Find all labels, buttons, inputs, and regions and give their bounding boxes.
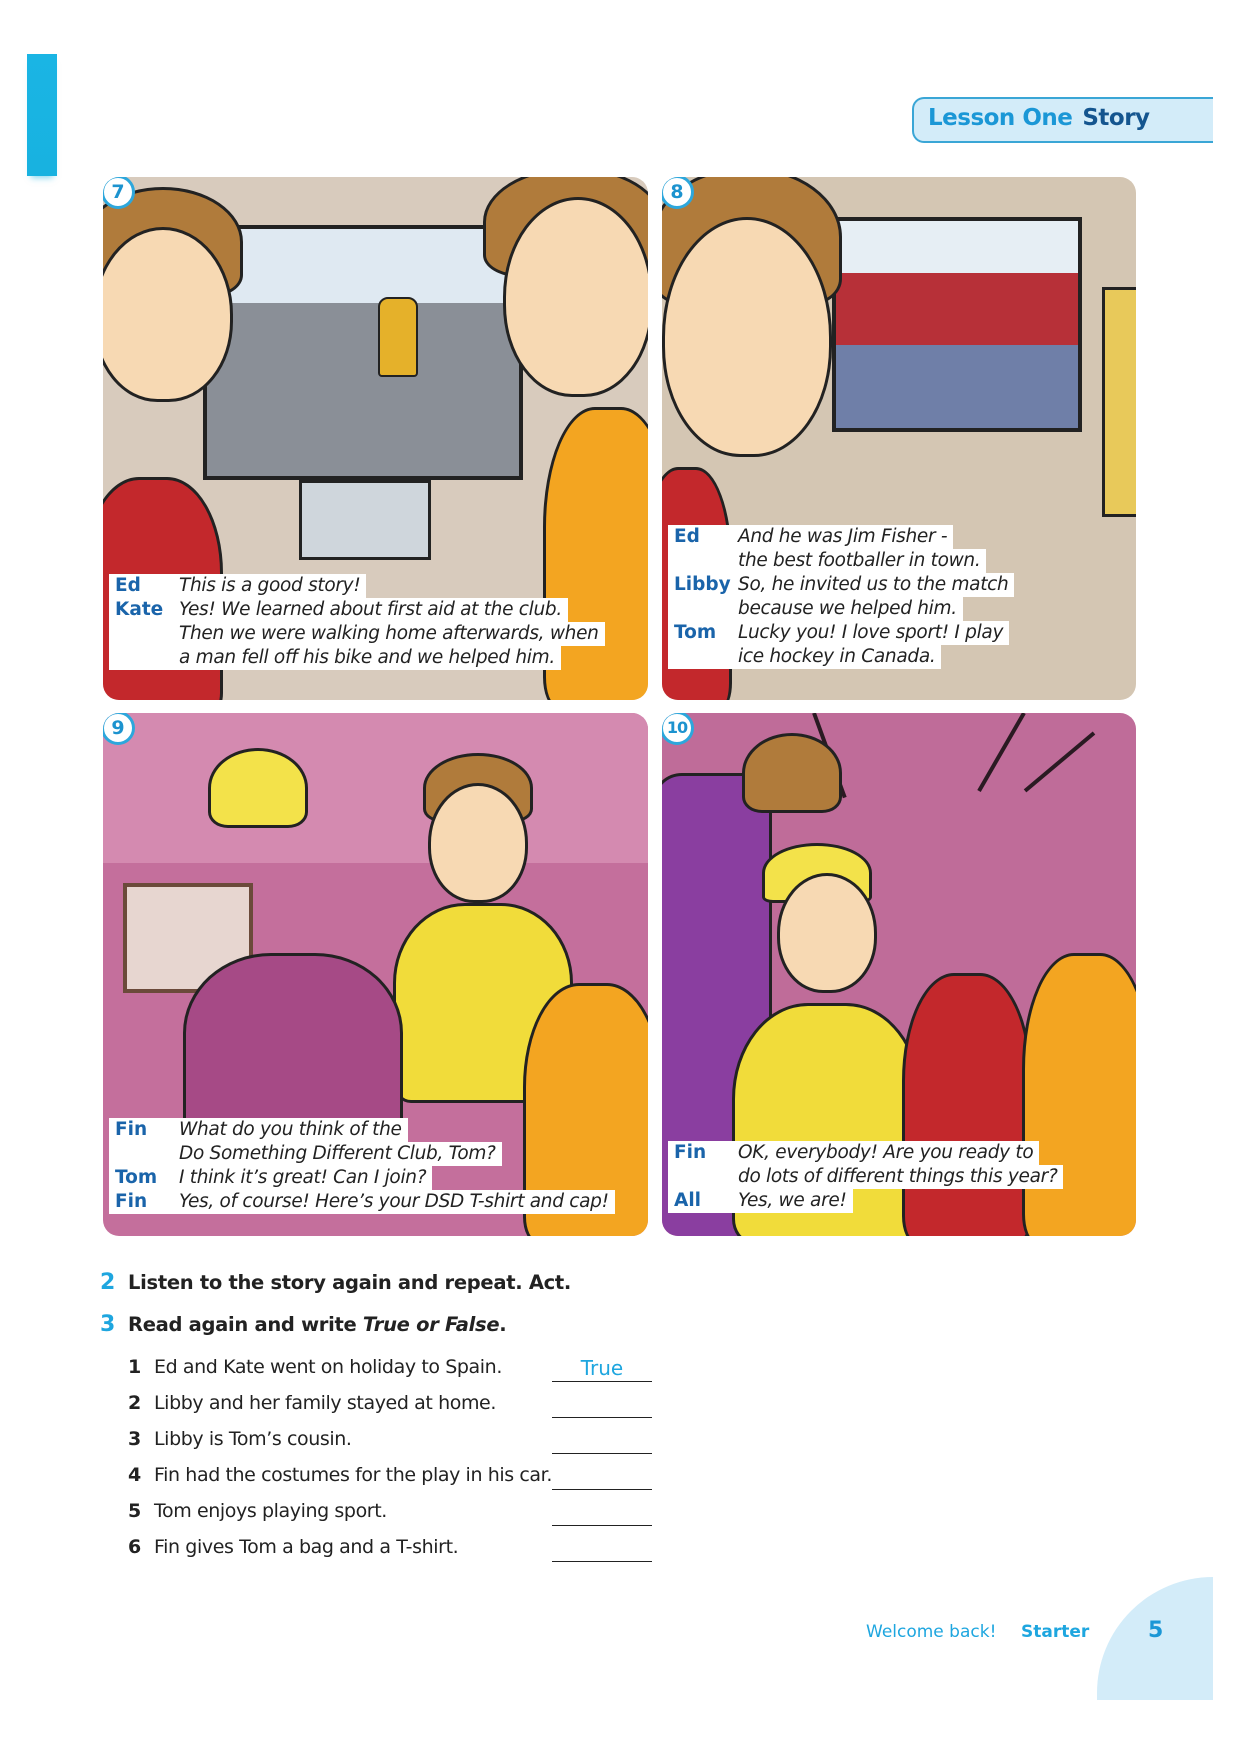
dialogue-text: Yes! We learned about first aid at the club. [179, 598, 568, 622]
exercise-instruction: Listen to the story again and repeat. Act. [128, 1271, 572, 1294]
speaker-name: Ed [109, 574, 179, 598]
dialogue-text: I think it’s great! Can I join? [179, 1166, 432, 1190]
footer-unit-label: Starter [1021, 1622, 1090, 1642]
true-false-item [128, 1392, 648, 1422]
answer-blank[interactable]: True [552, 1356, 652, 1382]
item-statement: Libby and her family stayed at home. [154, 1392, 496, 1414]
dialogue-text: What do you think of the [179, 1118, 408, 1142]
dialogue-line [109, 646, 605, 670]
panel-number-badge: 8 [662, 177, 694, 209]
dialogue-line [668, 573, 1014, 597]
dialogue-text: the best footballer in town. [738, 549, 986, 573]
panel-number-badge: 9 [103, 713, 135, 745]
answer-blank[interactable] [552, 1392, 652, 1418]
ed-face-illustration [103, 227, 233, 402]
item-statement: Fin had the costumes for the play in his car. [154, 1464, 552, 1486]
speaker-name: Fin [668, 1141, 738, 1165]
dialogue-text: because we helped him. [738, 597, 963, 621]
speaker-name [668, 1165, 738, 1189]
answer-blank[interactable] [552, 1464, 652, 1490]
speaker-name: Kate [109, 598, 179, 622]
fans-photo-illustration [832, 217, 1082, 432]
dialogue-text: do lots of different things this year? [738, 1165, 1063, 1189]
dialogue-line [109, 574, 605, 598]
dialogue-line [668, 1189, 1063, 1213]
item-number: 6 [128, 1536, 142, 1558]
dialogue-line [668, 1141, 1063, 1165]
instruction-emphasis: True or False [362, 1313, 500, 1336]
speaker-name: Fin [109, 1190, 179, 1214]
dialogue-line [668, 645, 1014, 669]
dialogue-line [668, 525, 1014, 549]
speaker-name: Tom [668, 621, 738, 645]
dialogue-text: Lucky you! I love sport! I play [738, 621, 1009, 645]
dialogue-text: Do Something Different Club, Tom? [179, 1142, 502, 1166]
dialogue-line [109, 1190, 615, 1214]
true-false-item [128, 1428, 648, 1458]
dialogue-text: ice hockey in Canada. [738, 645, 941, 669]
stadium-photo-illustration [203, 225, 523, 480]
kid-hair-illustration [742, 733, 842, 813]
comic-panel-7 [103, 177, 648, 700]
answer-blank[interactable] [552, 1428, 652, 1454]
boy-face-illustration [777, 873, 877, 993]
speaker-name [668, 645, 738, 669]
dialogue-text: This is a good story! [179, 574, 366, 598]
dialogue-text: Yes, of course! Here’s your DSD T-shirt and cap! [179, 1190, 615, 1214]
trophy-illustration [378, 297, 418, 377]
speaker-name: Libby [668, 573, 738, 597]
item-statement: Libby is Tom’s cousin. [154, 1428, 352, 1450]
fin-face-illustration [428, 783, 528, 903]
dialogue-text: a man fell off his bike and we helped him. [179, 646, 561, 670]
motion-line-illustration [977, 713, 1025, 792]
dialogue-line [668, 621, 1014, 645]
section-label: Story [1082, 105, 1150, 131]
ed-face-illustration [662, 217, 832, 457]
section-color-bar [27, 54, 57, 176]
dialogue-text: Yes, we are! [738, 1189, 853, 1213]
exercise-2 [100, 1270, 571, 1295]
item-number: 5 [128, 1500, 142, 1522]
speaker-name [668, 549, 738, 573]
page-number: 5 [1148, 1618, 1164, 1643]
kate-face-illustration [503, 197, 648, 397]
speaker-name [668, 597, 738, 621]
panel-7-dialogue [109, 574, 605, 670]
speaker-name: Fin [109, 1118, 179, 1142]
item-number: 1 [128, 1356, 142, 1378]
item-number: 2 [128, 1392, 142, 1414]
speaker-name: All [668, 1189, 738, 1213]
ceiling-illustration [103, 713, 648, 863]
exercise-number: 2 [100, 1270, 116, 1295]
dialogue-text: And he was Jim Fisher - [738, 525, 953, 549]
true-false-item [128, 1500, 648, 1530]
item-statement: Ed and Kate went on holiday to Spain. [154, 1356, 502, 1378]
panel-number-badge: 7 [103, 177, 135, 209]
dialogue-line [109, 1142, 615, 1166]
dialogue-text: OK, everybody! Are you ready to [738, 1141, 1039, 1165]
dialogue-line [668, 1165, 1063, 1189]
dialogue-text: So, he invited us to the match [738, 573, 1014, 597]
true-false-item [128, 1356, 648, 1386]
true-false-item [128, 1464, 648, 1494]
dialogue-line [109, 1166, 615, 1190]
poster-illustration [1102, 287, 1136, 517]
small-photo-illustration [299, 480, 431, 560]
exercise-instruction [128, 1313, 506, 1336]
speaker-name: Ed [668, 525, 738, 549]
panel-9-dialogue [109, 1118, 615, 1214]
item-number: 3 [128, 1428, 142, 1450]
dialogue-line [668, 549, 1014, 573]
dialogue-line [668, 597, 1014, 621]
answer-blank[interactable] [552, 1500, 652, 1526]
panel-8-dialogue [668, 525, 1014, 669]
comic-panel-10 [662, 713, 1136, 1236]
speaker-name [109, 622, 179, 646]
true-false-item [128, 1536, 648, 1566]
motion-line-illustration [1024, 731, 1096, 792]
comic-panel-8 [662, 177, 1136, 700]
dialogue-line [109, 598, 605, 622]
exercise-3 [100, 1312, 506, 1337]
item-statement: Tom enjoys playing sport. [154, 1500, 387, 1522]
lesson-label: Lesson One [928, 105, 1073, 131]
speaker-name [109, 646, 179, 670]
speaker-name [109, 1142, 179, 1166]
cap-illustration [208, 748, 308, 828]
instruction-text: Read again and write [128, 1313, 363, 1336]
item-statement: Fin gives Tom a bag and a T-shirt. [154, 1536, 459, 1558]
instruction-suffix: . [499, 1313, 507, 1336]
lesson-header-tab [912, 97, 1213, 143]
footer-unit-title: Welcome back! [866, 1622, 997, 1642]
dialogue-line [109, 1118, 615, 1142]
comic-panel-9 [103, 713, 648, 1236]
exercise-number: 3 [100, 1312, 116, 1337]
speaker-name: Tom [109, 1166, 179, 1190]
dialogue-text: Then we were walking home afterwards, when [179, 622, 605, 646]
panel-number-badge: 10 [662, 713, 694, 745]
answer-blank[interactable] [552, 1536, 652, 1562]
panel-10-dialogue [668, 1141, 1063, 1213]
item-number: 4 [128, 1464, 142, 1486]
dialogue-line [109, 622, 605, 646]
